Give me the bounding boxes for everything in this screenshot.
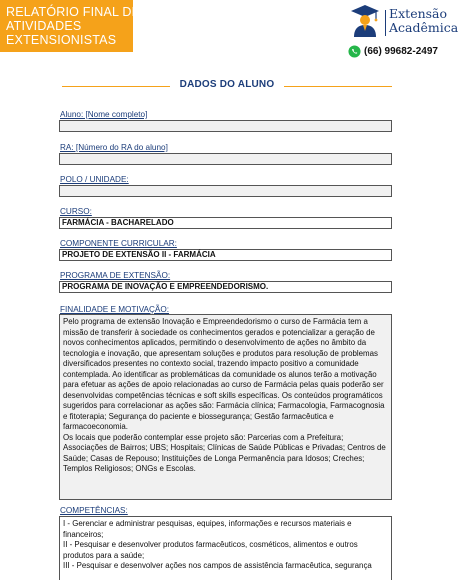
programa-label: PROGRAMA DE EXTENSÃO:	[60, 271, 171, 280]
componente-label: COMPONENTE CURRICULAR:	[60, 239, 177, 248]
componente-field[interactable]: PROJETO DE EXTENSÃO II - FARMÁCIA	[59, 249, 392, 261]
report-title-line-1: RELATÓRIO FINAL DE	[6, 5, 141, 19]
graduate-logo-icon	[350, 4, 380, 38]
finalidade-textarea[interactable]	[59, 314, 392, 500]
competencias-textarea[interactable]	[59, 516, 392, 580]
competencia-item-2: II - Pesquisar e desenvolver produtos farmacêuticos, cosméticos, alimentos e outros produtos para a saúde;	[63, 540, 358, 560]
polo-label: POLO / UNIDADE:	[60, 175, 129, 184]
ra-label: RA: [Número do RA do aluno]	[60, 143, 168, 152]
finalidade-label: FINALIDADE E MOTIVAÇÃO:	[60, 305, 170, 314]
finalidade-paragraph-1: Pelo programa de extensão Inovação e Empreendedorismo o curso de Farmácia tem a missão de transferir à sociedade os conhecimentos gerados e potencializar a geração de novos conhecimentos aplicados, permitindo o desenvolvimento de ações no âmbito da tecnologia e inovação, que apresentam soluções e produtos para resolução de problemas diversificados presentes no contexto social, trazendo impacto positivo a comunidade contemplada. Ao identificar as problemáticas da comunidade os alunos terão a motivação para efetuar as ações de apoio relacionadas ao curso de Farmácia pelas quais poderão ser desenvolvidas competências técnicas e soft skills específicas. Os conteúdos programáticos sugeridos para correlacionar as ações são: Farmácia clínica; Farmacologia, Farmacognosia e fitoterapia; Segurança do paciente e biossegurança; Gestão farmacêutica e farmacoeconomia.	[63, 317, 385, 431]
page-header	[0, 0, 458, 66]
curso-field[interactable]: FARMÁCIA - BACHARELADO	[59, 217, 392, 229]
brand-name-line-1: Extensão	[389, 6, 448, 21]
brand-name-line-2: Acadêmica	[389, 20, 458, 35]
report-title-line-3: EXTENSIONISTAS	[6, 33, 117, 47]
phone-number: (66) 99682-2497	[364, 46, 438, 57]
section-rule-right	[284, 86, 392, 87]
brand-divider	[385, 10, 386, 36]
curso-label: CURSO:	[60, 207, 92, 216]
contact-phone	[348, 45, 438, 58]
whatsapp-icon	[348, 45, 361, 58]
brand-block	[350, 4, 458, 64]
brand-name	[389, 7, 458, 35]
finalidade-paragraph-2: Os locais que poderão contemplar esse projeto são: Parcerias com a Prefeitura; Associações de Bairros; UBS; Hospitais; Clínicas de Saúde Públicas e Privadas; Centros de Saúde; Casas de Repouso; Instituições de Longa Permanência para Idosos; Creches; Templos Religiosos; ONGs e Escolas.	[63, 432, 386, 473]
polo-field[interactable]	[59, 185, 392, 197]
competencia-item-1: I - Gerenciar e administrar pesquisas, equipes, informações e recursos materiais e financeiros;	[63, 519, 352, 539]
aluno-label: Aluno: [Nome completo]	[60, 110, 148, 119]
ra-field[interactable]	[59, 153, 392, 165]
section-header	[62, 78, 392, 94]
report-title-banner	[0, 0, 141, 52]
competencias-label: COMPETÊNCIAS:	[60, 506, 128, 515]
programa-field[interactable]: PROGRAMA DE INOVAÇÃO E EMPREENDEDORISMO.	[59, 281, 392, 293]
competencia-item-3: III - Pesquisar e desenvolver ações nos campos de assistência farmacêutica, segurança	[63, 561, 372, 570]
section-title: DADOS DO ALUNO	[179, 79, 275, 90]
aluno-field[interactable]	[59, 120, 392, 132]
report-title-line-2: ATIVIDADES	[6, 19, 82, 33]
